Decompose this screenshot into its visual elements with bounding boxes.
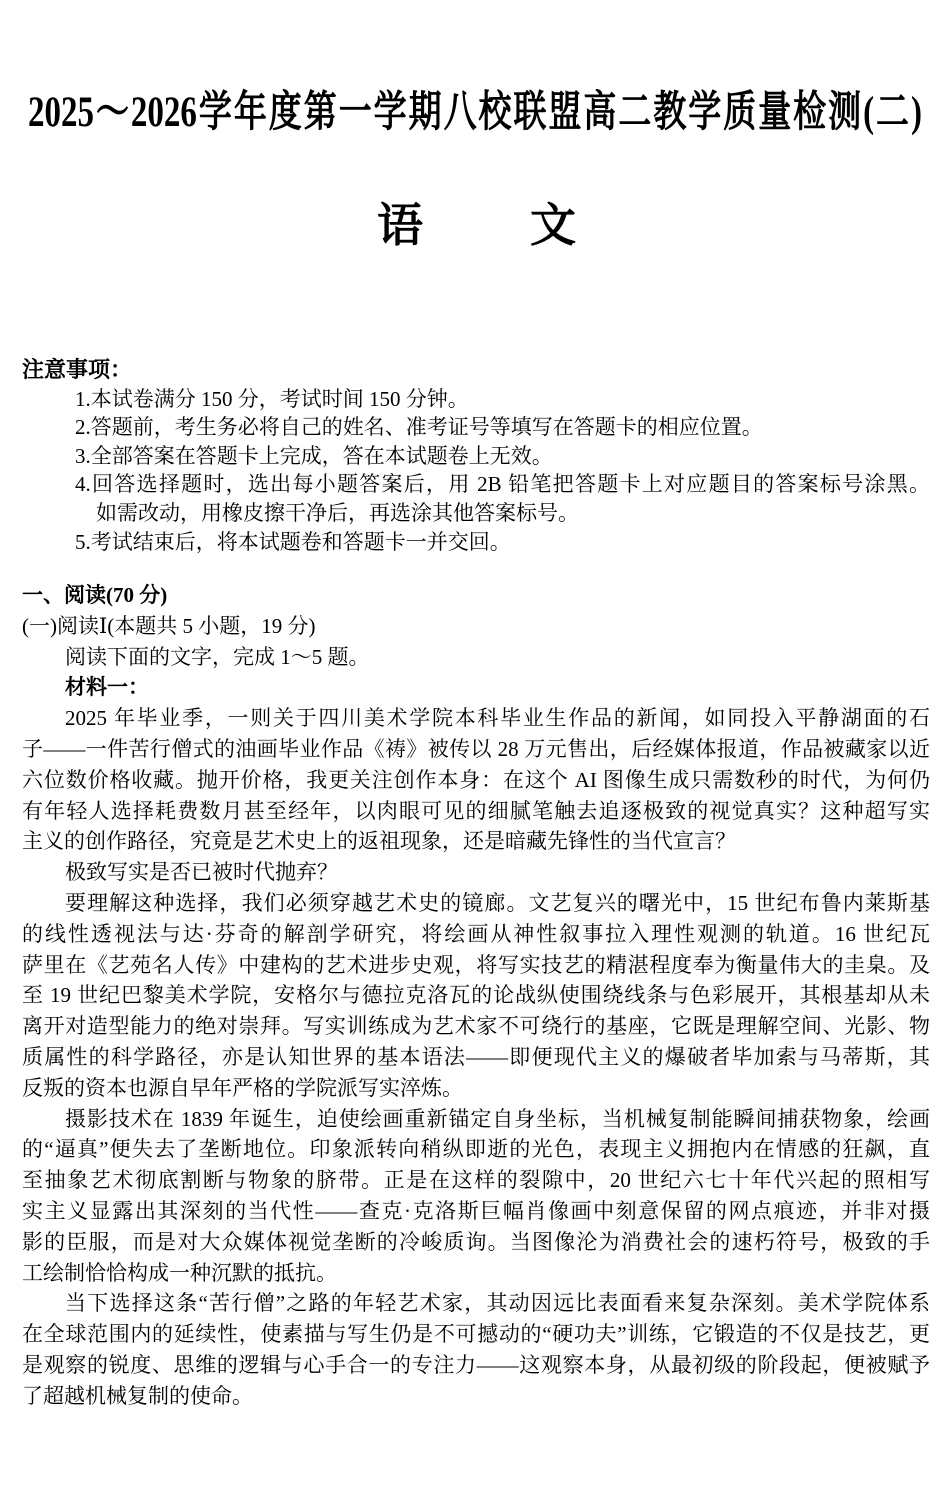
reading-section (22, 580, 930, 1412)
paragraph (22, 1104, 930, 1289)
notice-heading: 注意事项： (22, 357, 133, 382)
paragraph-line: 质属性的科学路径，亦是认知世界的基本语法——即便现代主义的爆破者毕加索与马蒂斯，其 (22, 1044, 930, 1069)
paragraph-line: 了超越机械复制的使命。 (22, 1383, 253, 1408)
paragraph-line: 工绘制恰恰构成一种沉默的抵抗。 (22, 1260, 337, 1285)
subject-title: 语文 (377, 200, 683, 251)
notice-item: 1.本试卷满分 150 分，考试时间 150 分钟。 (75, 386, 469, 411)
paragraph-line: 极致写实是否已被时代抛弃？ (65, 860, 338, 885)
paragraph-line: 要理解这种选择，我们必须穿越艺术史的镜廊。文艺复兴的曙光中，15 世纪布鲁内莱斯基 (65, 890, 930, 915)
notice-item: 2.答题前，考生务必将自己的姓名、准考证号等填写在答题卡的相应位置。 (75, 415, 763, 440)
paragraph-line: 2025 年毕业季，一则关于四川美术学院本科毕业生作品的新闻，如同投入平静湖面的石 (65, 706, 930, 731)
paragraph-line: 六位数价格收藏。抛开价格，我更关注创作本身：在这个 AI 图像生成只需数秒的时代，为何仍 (22, 767, 930, 792)
notice-item-continuation: 如需改动，用橡皮擦干净后，再选涂其他答案标号。 (96, 500, 579, 525)
paragraph-line: 有年轻人选择耗费数月甚至经年，以肉眼可见的细腻笔触去追逐极致的视觉真实？这种超写实 (22, 798, 930, 823)
paragraph-line: 主义的创作路径，究竟是艺术史上的返祖现象，还是暗藏先锋性的当代宣言？ (22, 829, 736, 854)
material-label: 材料一： (65, 675, 149, 700)
paragraph-line: 的“逼真”便失去了垄断地位。印象派转向稍纵即逝的光色，表现主义拥抱内在情感的狂飙，直 (22, 1137, 930, 1162)
notice-item: 3.全部答案在答题卡上完成，答在本试题卷上无效。 (75, 443, 553, 468)
exam-title: 2025～2026学年度第一学期八校联盟高二教学质量检测(二) (28, 89, 922, 137)
notice-section (22, 356, 930, 556)
paragraph (22, 888, 930, 1104)
paragraph-line: 反叛的资本也源自早年严格的学院派写实淬炼。 (22, 1075, 463, 1100)
section-heading: 一、阅读(70 分) (22, 583, 168, 607)
paragraph-line: 至抽象艺术彻底割断与物象的脐带。正是在这样的裂隙中，20 世纪六七十年代兴起的照相写 (22, 1168, 930, 1193)
paragraph (22, 1288, 930, 1411)
paragraph-line: 的线性透视法与达·芬奇的解剖学研究，将绘画从神性叙事拉入理性观测的轨道。16 世纪瓦 (22, 921, 930, 946)
paragraph (22, 857, 930, 888)
notice-item: 4.回答选择题时，选出每小题答案后，用 2B 铅笔把答题卡上对应题目的答案标号涂黑。 (75, 472, 930, 497)
paragraph-line: 摄影技术在 1839 年诞生，迫使绘画重新锚定自身坐标，当机械复制能瞬间捕获物象，绘画 (65, 1106, 930, 1131)
paragraph-line: 在全球范围内的延续性，使素描与写生仍是不可撼动的“硬功夫”训练，它锻造的不仅是技艺，更 (22, 1322, 930, 1347)
part-heading: (一)阅读Ⅰ(本题共 5 小题，19 分) (22, 613, 316, 638)
paragraph-line: 当下选择这条“苦行僧”之路的年轻艺术家，其动因远比表面看来复杂深刻。美术学院体系 (65, 1291, 930, 1316)
paragraph-line: 离开对造型能力的绝对崇拜。写实训练成为艺术家不可绕行的基座，它既是理解空间、光影、物 (22, 1014, 930, 1039)
paragraph-line: 实主义显露出其深刻的当代性——查克·克洛斯巨幅肖像画中刻意保留的网点痕迹，并非对摄 (22, 1198, 930, 1223)
paragraph (22, 703, 930, 857)
paragraph-line: 至 19 世纪巴黎美术学院，安格尔与德拉克洛瓦的论战纵使围绕线条与色彩展开，其根基却从未 (22, 983, 930, 1008)
paragraph-line: 萨里在《艺苑名人传》中建构的艺术进步史观，将写实技艺的精湛程度奉为衡量伟大的圭臬。及 (22, 952, 930, 977)
instruction: 阅读下面的文字，完成 1～5 题。 (65, 644, 370, 669)
paragraph-line: 是观察的锐度、思维的逻辑与心手合一的专注力——这观察本身，从最初级的阶段起，便被赋予 (22, 1352, 930, 1377)
paragraph-line: 影的臣服，而是对大众媒体视觉垄断的冷峻质询。当图像沦为消费社会的速朽符号，极致的手 (22, 1229, 930, 1254)
notice-item: 5.考试结束后，将本试题卷和答题卡一并交回。 (75, 529, 511, 554)
paragraph-line: 子——一件苦行僧式的油画毕业作品《祷》被传以 28 万元售出，后经媒体报道，作品被藏家以近 (22, 736, 930, 761)
